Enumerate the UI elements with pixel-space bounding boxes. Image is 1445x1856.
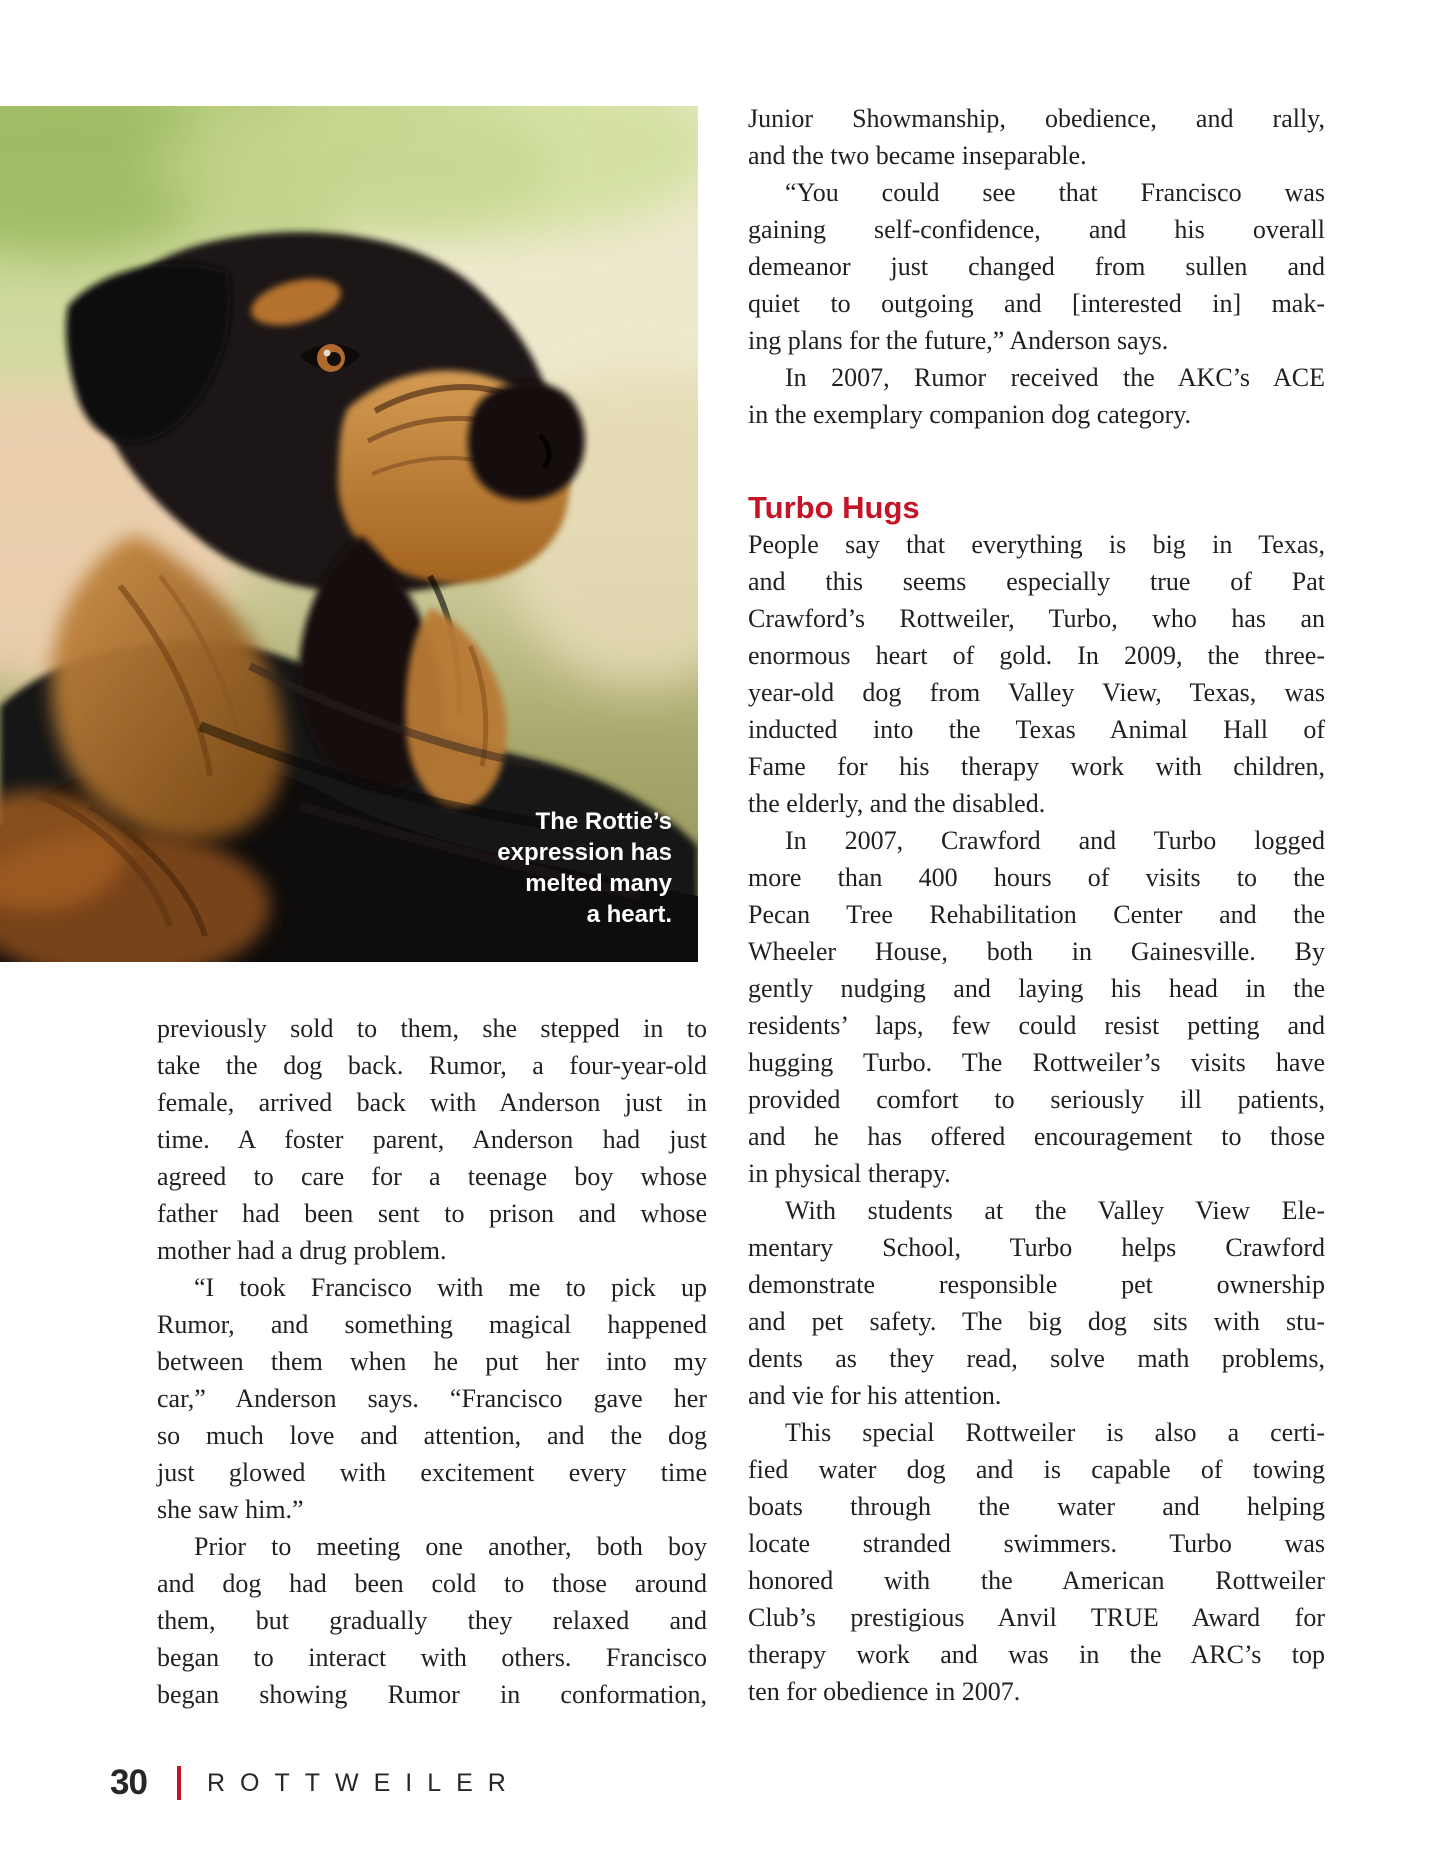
text-line: hugging Turbo. The Rottweiler’s visits have [748,1048,1325,1077]
text-line: Wheeler House, both in Gainesville. By [748,937,1325,966]
caption-line: a heart. [586,901,672,928]
text-line: residents’ laps, few could resist petting and [748,1011,1325,1040]
text-line: fied water dog and is capable of towing [748,1455,1325,1484]
text-line: mentary School, Turbo helps Crawford [748,1233,1325,1262]
photo-caption [497,806,672,930]
text-line: Prior to meeting one another, both boy [194,1532,707,1561]
text-line: People say that everything is big in Texas, [748,530,1325,559]
text-line: honored with the American Rottweiler [748,1566,1325,1595]
text-line: father had been sent to prison and whose [157,1199,707,1228]
text-line: With students at the Valley View Ele- [785,1196,1325,1225]
text-line: This special Rottweiler is also a certi- [785,1418,1325,1447]
text-line: therapy work and was in the ARC’s top [748,1640,1325,1669]
text-line: car,” Anderson says. “Francisco gave her [157,1384,707,1413]
text-line: and this seems especially true of Pat [748,567,1325,596]
text-line: provided comfort to seriously ill patients, [748,1085,1325,1114]
left-column [157,1010,707,1713]
text-line: inducted into the Texas Animal Hall of [748,715,1325,744]
text-line: she saw him.” [157,1495,304,1524]
text-line: just glowed with excitement every time [157,1458,707,1487]
right-column [748,100,1325,1710]
caption-line: melted many [525,870,672,897]
text-line: and pet safety. The big dog sits with stu- [748,1307,1325,1336]
text-line: boats through the water and helping [748,1492,1325,1521]
text-line: began to interact with others. Francisco [157,1643,707,1672]
text-line: In 2007, Rumor received the AKC’s ACE [785,363,1325,392]
text-line: previously sold to them, she stepped in to [157,1014,707,1043]
text-line: female, arrived back with Anderson just in [157,1088,707,1117]
text-line: mother had a drug problem. [157,1236,447,1265]
right-column-section2 [748,526,1325,1710]
text-line: gaining self-confidence, and his overall [748,215,1325,244]
text-line: the elderly, and the disabled. [748,789,1046,818]
text-line: In 2007, Crawford and Turbo logged [785,826,1325,855]
text-line: locate stranded swimmers. Turbo was [748,1529,1325,1558]
text-line: take the dog back. Rumor, a four-year-old [157,1051,707,1080]
text-line: and dog had been cold to those around [157,1569,707,1598]
text-line: so much love and attention, and the dog [157,1421,707,1450]
footer-divider [177,1766,181,1800]
text-line: ten for obedience in 2007. [748,1677,1021,1706]
text-line: quiet to outgoing and [interested in] mak- [748,289,1325,318]
text-line: them, but gradually they relaxed and [157,1606,707,1635]
text-line: gently nudging and laying his head in the [748,974,1325,1003]
text-line: Pecan Tree Rehabilitation Center and the [748,900,1325,929]
text-line: “I took Francisco with me to pick up [194,1273,707,1302]
text-line: agreed to care for a teenage boy whose [157,1162,707,1191]
text-line: Rumor, and something magical happened [157,1310,707,1339]
text-line: Junior Showmanship, obedience, and rally, [748,104,1325,133]
caption-line: The Rottie’s [535,808,672,835]
text-line: ing plans for the future,” Anderson says. [748,326,1169,355]
text-line: in the exemplary companion dog category. [748,400,1192,429]
page-footer [110,1763,521,1803]
text-line: Crawford’s Rottweiler, Turbo, who has an [748,604,1325,633]
text-line: between them when he put her into my [157,1347,707,1376]
text-line: more than 400 hours of visits to the [748,863,1325,892]
text-line: time. A foster parent, Anderson had just [157,1125,707,1154]
text-line: and the two became inseparable. [748,141,1087,170]
rottweiler-photo [0,106,698,962]
text-line: and vie for his attention. [748,1381,1002,1410]
text-line: and he has offered encouragement to those [748,1122,1325,1151]
text-line: demeanor just changed from sullen and [748,252,1325,281]
text-line: Fame for his therapy work with children, [748,752,1325,781]
text-line: demonstrate responsible pet ownership [748,1270,1325,1299]
magazine-name: ROTTWEILER [206,1768,521,1797]
caption-line: expression has [497,839,672,866]
text-line: Club’s prestigious Anvil TRUE Award for [748,1603,1325,1632]
right-column-section1 [748,100,1325,433]
text-line: in physical therapy. [748,1159,951,1188]
text-line: “You could see that Francisco was [785,178,1325,207]
text-line: dents as they read, solve math problems, [748,1344,1325,1373]
text-line: began showing Rumor in conformation, [157,1680,707,1709]
section-heading: Turbo Hugs [748,490,920,525]
text-line: enormous heart of gold. In 2009, the three- [748,641,1325,670]
page-number: 30 [110,1763,147,1802]
text-line: year-old dog from Valley View, Texas, was [748,678,1325,707]
